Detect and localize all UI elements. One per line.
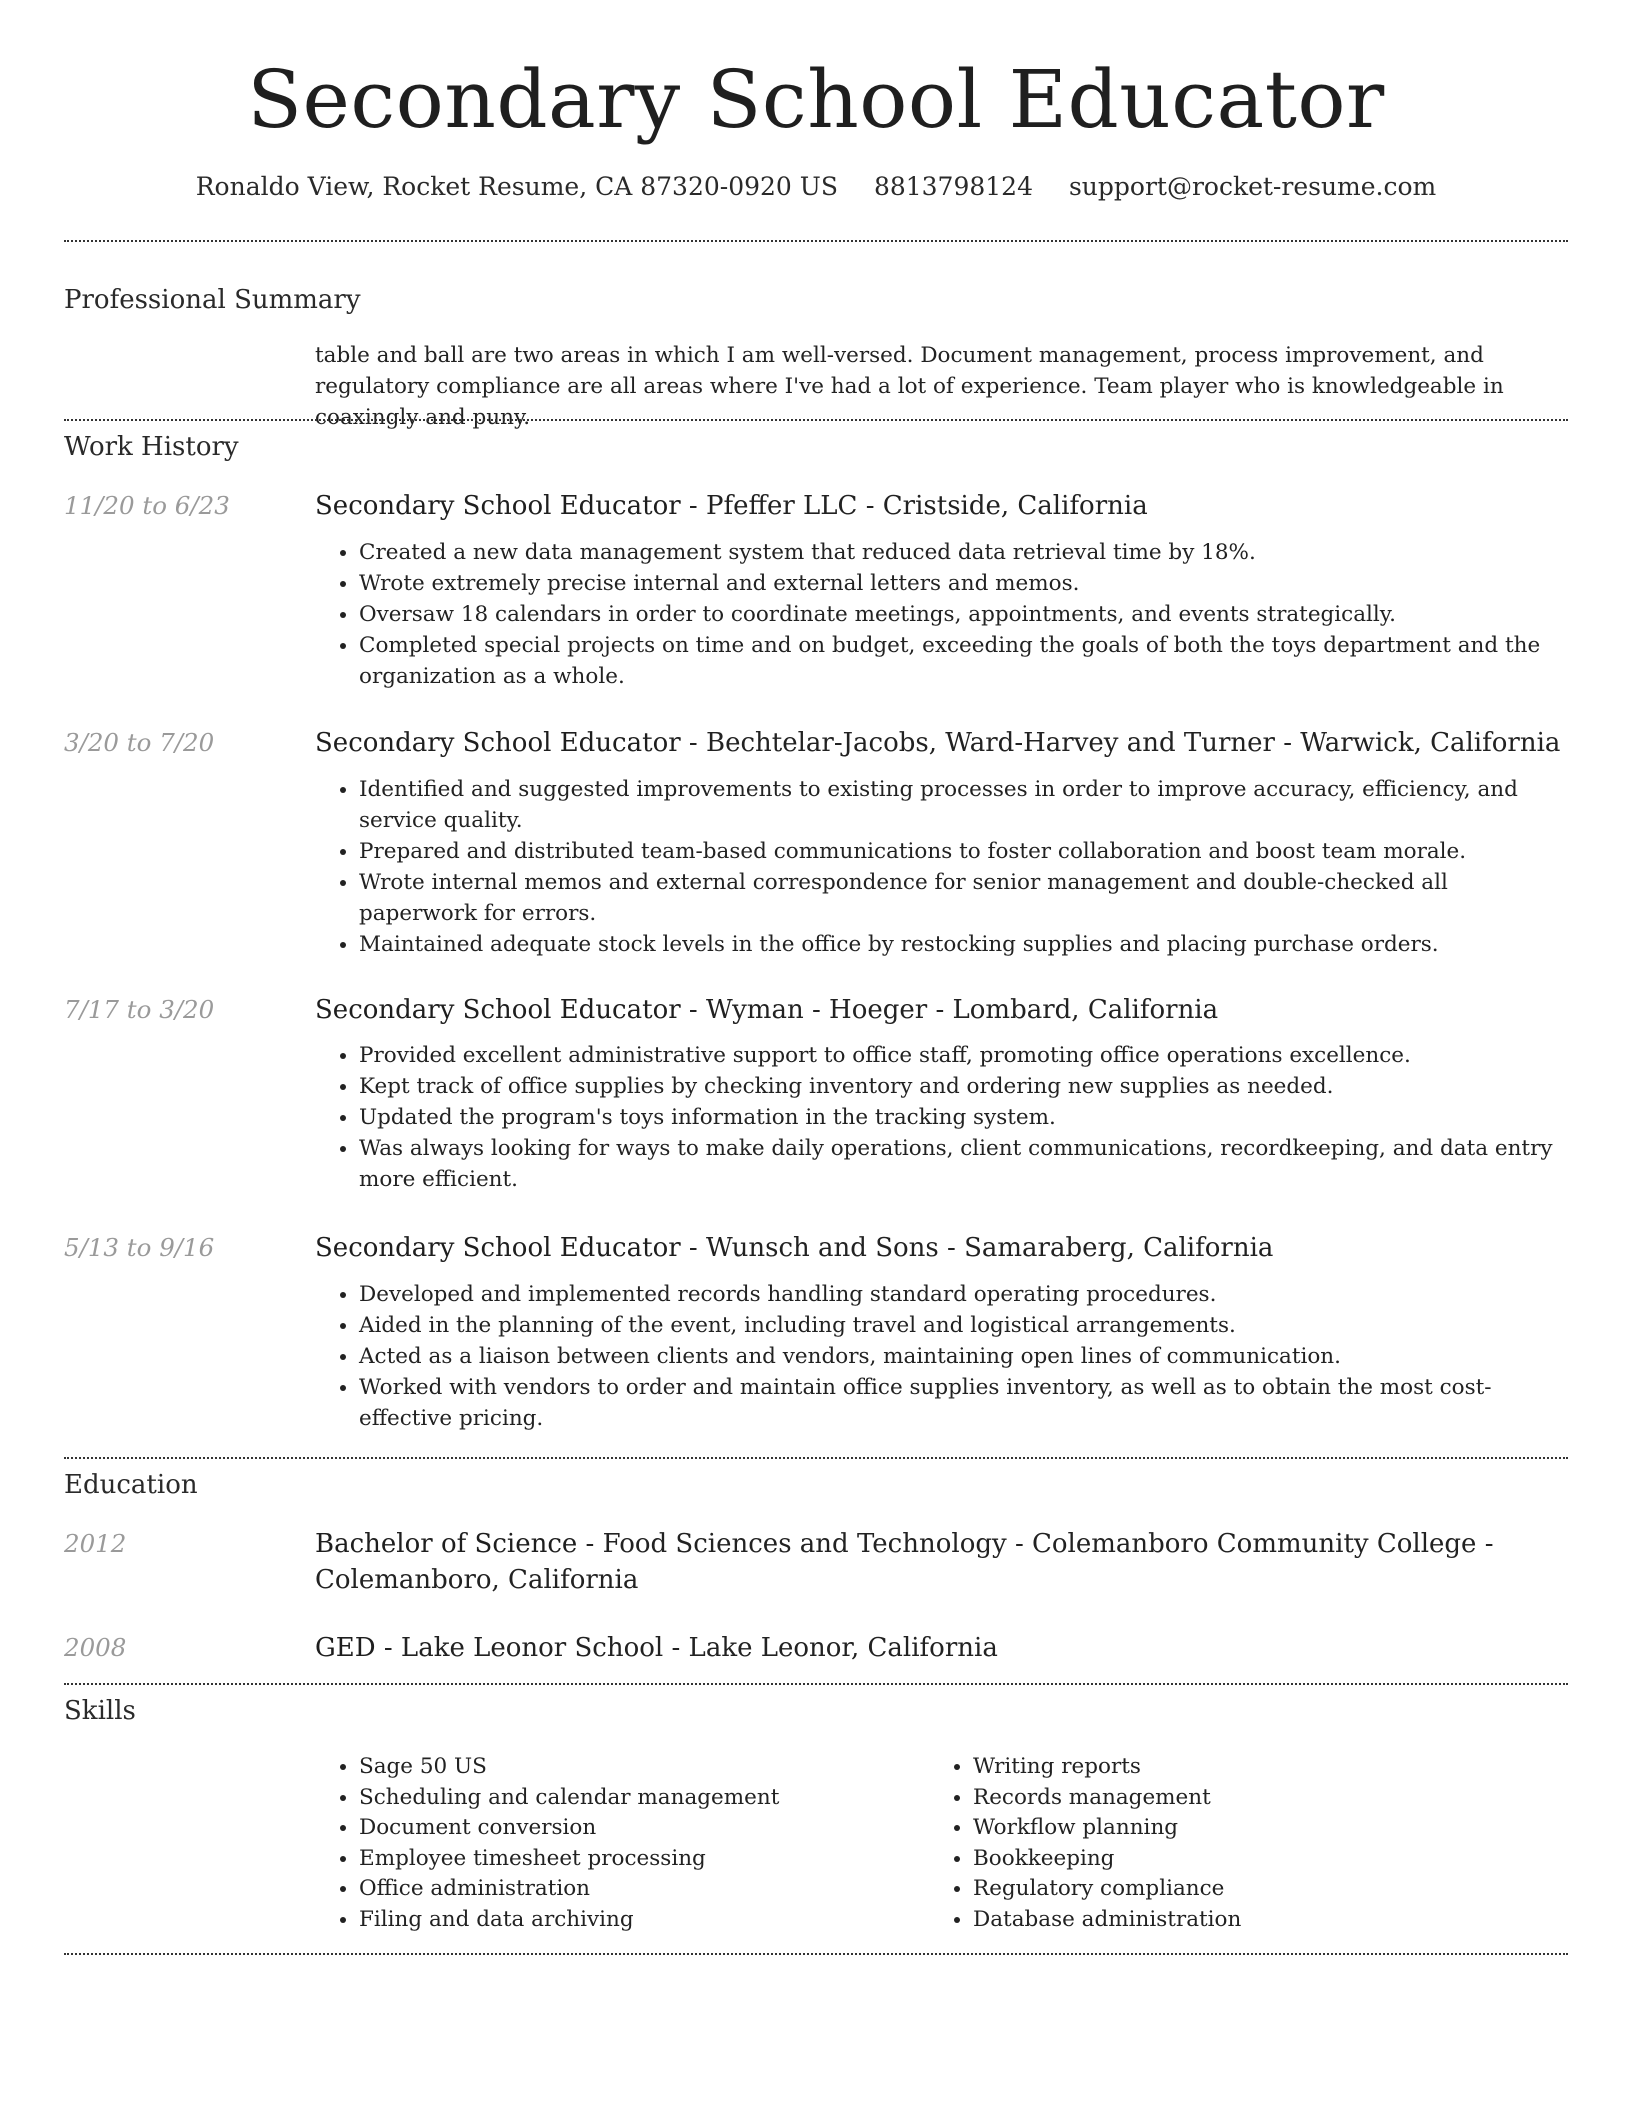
education-details: - Lake Leonor School - Lake Leonor, California	[375, 1633, 998, 1663]
email: support@rocket-resume.com	[1068, 172, 1437, 201]
job-dates: 7/17 to 3/20	[64, 995, 215, 1024]
section-title-skills: Skills	[64, 1696, 136, 1726]
skill-item: • Office administration	[359, 1874, 915, 1905]
job-title: Secondary School Educator	[315, 995, 681, 1025]
divider	[64, 1953, 1568, 1955]
degree: GED	[315, 1633, 376, 1663]
skill-item: • Scheduling and calendar management	[359, 1783, 915, 1814]
job-bullets	[315, 774, 1568, 960]
section-title-work: Work History	[64, 432, 239, 462]
education-year: 2012	[64, 1529, 127, 1558]
job-heading	[315, 488, 1568, 524]
phone: 8813798124	[873, 172, 1033, 201]
divider	[64, 240, 1568, 242]
skill-item: • Document conversion	[359, 1813, 915, 1844]
skill-item: • Regulatory compliance	[973, 1874, 1529, 1905]
job-dates: 5/13 to 9/16	[64, 1233, 215, 1262]
job-details: - Wyman - Hoeger - Lombard, California	[680, 995, 1219, 1025]
list-item: • Maintained adequate stock levels in the office by restocking supplies and placing purchase orders.	[359, 929, 1568, 960]
job-title: Secondary School Educator	[315, 491, 681, 521]
list-item: • Wrote internal memos and external correspondence for senior management and double-checked all paperwork for errors.	[359, 867, 1568, 929]
divider	[64, 419, 1568, 421]
education-heading	[315, 1630, 1568, 1666]
list-item: • Wrote extremely precise internal and external letters and memos.	[359, 568, 1568, 599]
list-item: • Prepared and distributed team-based communications to foster collaboration and boost team morale.	[359, 836, 1568, 867]
education-details: - Food Sciences and Technology - Colemanboro Community College - Colemanboro, California	[315, 1529, 1494, 1595]
divider	[64, 1683, 1568, 1685]
list-item: • Completed special projects on time and on budget, exceeding the goals of both the toys department and the organization as a whole.	[359, 630, 1568, 692]
education-year: 2008	[64, 1633, 127, 1662]
job-title: Secondary School Educator	[315, 728, 681, 758]
skill-item: • Workflow planning	[973, 1813, 1529, 1844]
job-heading	[315, 725, 1568, 761]
contact-line	[0, 170, 1632, 204]
job-details: - Bechtelar-Jacobs, Ward-Harvey and Turner - Warwick, California	[680, 728, 1561, 758]
skill-item: • Records management	[973, 1783, 1529, 1814]
job-heading	[315, 992, 1568, 1028]
skill-item: • Sage 50 US	[359, 1752, 915, 1783]
list-item: • Created a new data management system that reduced data retrieval time by 18%.	[359, 537, 1568, 568]
job-title: Secondary School Educator	[315, 1233, 681, 1263]
job-dates: 3/20 to 7/20	[64, 728, 215, 757]
divider	[64, 1457, 1568, 1459]
job-bullets	[315, 1279, 1568, 1434]
skills-list-right	[929, 1752, 1529, 1935]
job-bullets	[315, 537, 1568, 692]
job-details: - Pfeffer LLC - Cristside, California	[680, 491, 1148, 521]
list-item: • Developed and implemented records handling standard operating procedures.	[359, 1279, 1568, 1310]
skill-item: • Filing and data archiving	[359, 1905, 915, 1936]
summary-text: table and ball are two areas in which I am well-versed. Document management, process improvement, and regulatory compliance are all areas where I've had a lot of experience. Team player who is knowledgeable in coaxingly and puny.	[315, 343, 1504, 430]
list-item: • Updated the program's toys information in the tracking system.	[359, 1102, 1568, 1133]
education-heading	[315, 1526, 1568, 1598]
skill-item: • Employee timesheet processing	[359, 1844, 915, 1875]
job-bullets	[315, 1040, 1568, 1195]
job-dates: 11/20 to 6/23	[64, 491, 230, 520]
address: Ronaldo View, Rocket Resume, CA 87320-0920 US	[195, 172, 838, 201]
skill-item: • Writing reports	[973, 1752, 1529, 1783]
list-item: • Aided in the planning of the event, including travel and logistical arrangements.	[359, 1310, 1568, 1341]
section-title-summary: Professional Summary	[64, 285, 361, 315]
list-item: • Oversaw 18 calendars in order to coordinate meetings, appointments, and events strategically.	[359, 599, 1568, 630]
skill-item: • Database administration	[973, 1905, 1529, 1936]
list-item: • Kept track of office supplies by checking inventory and ordering new supplies as needed.	[359, 1071, 1568, 1102]
skills-list-left	[315, 1752, 915, 1935]
skill-item: • Bookkeeping	[973, 1844, 1529, 1875]
list-item: • Worked with vendors to order and maintain office supplies inventory, as well as to obtain the most cost-effective pricing.	[359, 1372, 1568, 1434]
degree: Bachelor of Science	[315, 1529, 578, 1559]
job-details: - Wunsch and Sons - Samaraberg, California	[680, 1233, 1274, 1263]
job-heading	[315, 1230, 1568, 1266]
list-item: • Was always looking for ways to make daily operations, client communications, recordkeeping, and data entry more efficient.	[359, 1133, 1568, 1195]
candidate-name: Secondary School Educator	[247, 53, 1385, 146]
list-item: • Identified and suggested improvements to existing processes in order to improve accuracy, efficiency, and service quality.	[359, 774, 1568, 836]
list-item: • Provided excellent administrative support to office staff, promoting office operations excellence.	[359, 1040, 1568, 1071]
list-item: • Acted as a liaison between clients and vendors, maintaining open lines of communication.	[359, 1341, 1568, 1372]
section-title-education: Education	[64, 1470, 198, 1500]
